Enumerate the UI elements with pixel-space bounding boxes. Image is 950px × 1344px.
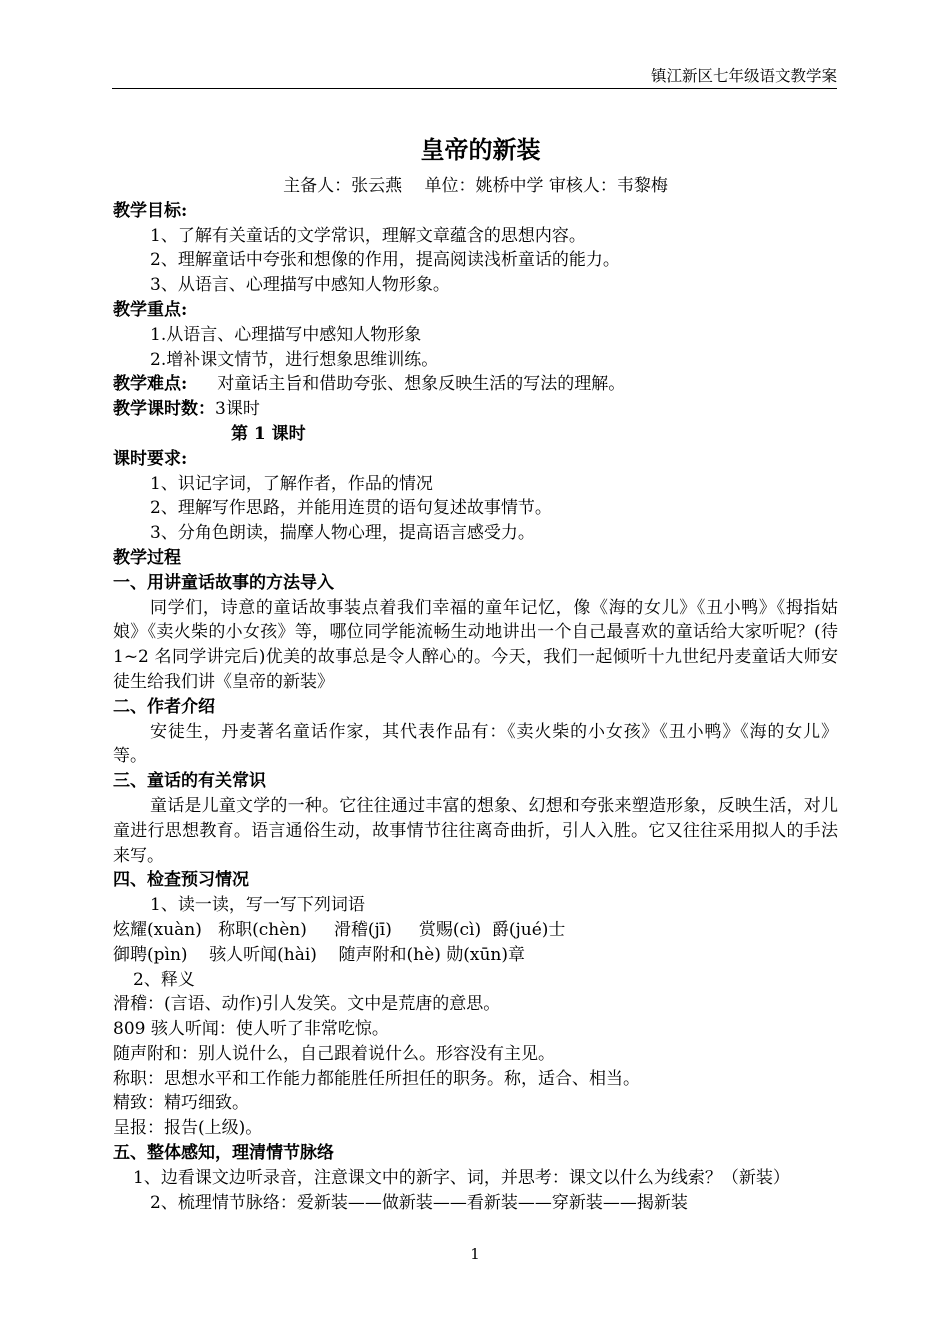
section-2-heading: 二、作者介绍 <box>113 696 215 717</box>
document-title: 皇帝的新装 <box>420 135 541 164</box>
focus-heading: 教学重点: <box>113 299 188 320</box>
objective-item: 3、从语言、心理描写中感知人物形象。 <box>150 275 450 296</box>
vocab-line-1: 炫耀(xuàn) 称职(chèn) 滑稽(jī) 赏赐(cì) 爵(jué)士 <box>113 919 566 940</box>
difficulty-text: 对童话主旨和借助夸张、想象反映生活的写法的理解。 <box>217 374 626 395</box>
focus-item: 2.增补课文情节，进行想象思维训练。 <box>150 349 439 370</box>
focus-item: 1.从语言、心理描写中感知人物形象 <box>150 324 422 345</box>
definition-line: 精致：精巧细致。 <box>113 1093 249 1114</box>
definition-line: 呈报：报告(上级)。 <box>113 1118 263 1139</box>
objective-item: 1、了解有关童话的文学常识，理解文章蕴含的思想内容。 <box>150 225 586 246</box>
section-3-paragraph: 童话是儿童文学的一种。它往往通过丰富的想象、幻想和夸张来塑造形象，反映生活，对儿童进行思想教育。语言通俗生动，故事情节往往离奇曲折，引人入胜。它又往往采用拟人的手法来写。 <box>113 795 838 866</box>
objectives-heading: 教学目标: <box>113 200 188 221</box>
section-5-heading: 五、整体感知，理清情节脉络 <box>113 1143 334 1164</box>
section-3-heading: 三、童话的有关常识 <box>113 771 266 792</box>
vocab-line-2: 御聘(pìn) 骇人听闻(hài) 随声附和(hè) 勋(xūn)章 <box>113 944 525 965</box>
authors-line: 主备人：张云燕 单位：姚桥中学 审核人：韦黎梅 <box>283 176 668 196</box>
requirement-item: 1、识记字词，了解作者，作品的情况 <box>150 473 433 494</box>
definition-line: 称职：思想水平和工作能力都能胜任所担任的职务。称，适合、相当。 <box>113 1068 640 1089</box>
definition-line: 随声附和：别人说什么，自己跟着说什么。形容没有主见。 <box>113 1043 555 1064</box>
lesson-heading: 第 1 课时 <box>231 423 306 444</box>
hours-line <box>113 397 838 422</box>
page-number: 1 <box>470 1245 480 1263</box>
section-1-heading: 一、用讲童话故事的方法导入 <box>113 572 334 593</box>
section-1-paragraph: 同学们，诗意的童话故事装点着我们幸福的童年记忆，像《海的女儿》《丑小鸭》《拇指姑娘》《卖火柴的小女孩》等，哪位同学能流畅生动地讲出一个自己最喜欢的童话给大家听呢？(待 1~2 名同学讲完后)优美的故事总是令人醉心的。今天，我们一起倾听十九世纪丹麦童话大师安徒生给我们讲《皇帝的新装》 <box>113 597 838 692</box>
running-header: 镇江新区七年级语文教学案 <box>112 64 837 89</box>
document-body <box>113 134 838 1215</box>
objective-item: 2、理解童话中夸张和想像的作用，提高阅读浅析童话的能力。 <box>150 250 620 271</box>
difficulty-heading: 教学难点: <box>113 374 188 395</box>
definition-line: 809 骇人听闻：使人听了非常吃惊。 <box>113 1019 389 1040</box>
section-2-paragraph: 安徒生，丹麦著名童话作家，其代表作品有：《卖火柴的小女孩》《丑小鸭》《海的女儿》等。 <box>113 721 838 767</box>
definition-line: 滑稽：(言语、动作)引人发笑。文中是荒唐的意思。 <box>113 994 501 1015</box>
process-heading: 教学过程 <box>113 547 181 568</box>
section-4-item-1: 1、读一读，写一写下列词语 <box>150 895 365 916</box>
section-5-item-1: 1、边看课文边听录音，注意课文中的新字、词，并思考：课文以什么为线索？（新装） <box>133 1167 790 1188</box>
section-4-item-2: 2、释义 <box>133 969 195 990</box>
hours-value: 3课时 <box>215 399 260 420</box>
difficulty-line <box>113 372 838 397</box>
section-4-heading: 四、检查预习情况 <box>113 870 249 891</box>
requirement-item: 3、分角色朗读，揣摩人物心理，提高语言感受力。 <box>150 523 535 544</box>
requirements-heading: 课时要求: <box>113 448 188 469</box>
section-5-item-2: 2、梳理情节脉络：爱新装——做新装——看新装——穿新装——揭新装 <box>150 1192 688 1213</box>
requirement-item: 2、理解写作思路，并能用连贯的语句复述故事情节。 <box>150 498 552 519</box>
hours-heading: 教学课时数： <box>113 399 215 420</box>
